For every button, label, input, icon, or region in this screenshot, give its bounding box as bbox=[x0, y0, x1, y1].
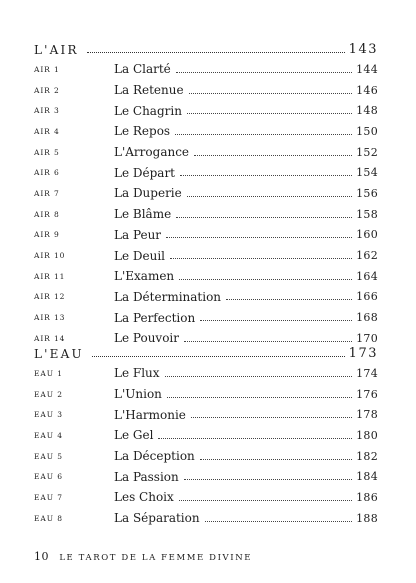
entry-page: 188 bbox=[356, 511, 378, 525]
entry-page: 166 bbox=[356, 290, 378, 304]
entry-title: Le Flux bbox=[114, 366, 160, 381]
entry-code: AIR 11 bbox=[34, 271, 66, 281]
leader-dots bbox=[191, 417, 352, 418]
entry-code: AIR 4 bbox=[34, 126, 60, 136]
toc-entry bbox=[34, 204, 378, 225]
entry-title: La Séparation bbox=[114, 511, 200, 526]
entry-code: AIR 6 bbox=[34, 168, 60, 178]
toc-entry bbox=[34, 80, 378, 101]
entry-code: AIR 3 bbox=[34, 106, 60, 116]
entry-code: AIR 9 bbox=[34, 230, 60, 240]
entry-code: AIR 1 bbox=[34, 64, 60, 74]
leader-dots bbox=[167, 397, 352, 398]
toc-entry bbox=[34, 425, 378, 446]
entry-code: AIR 8 bbox=[34, 209, 60, 219]
entry-page: 174 bbox=[356, 366, 378, 380]
entry-page: 186 bbox=[356, 490, 378, 504]
section-heading-air bbox=[34, 43, 378, 57]
leader-dots bbox=[180, 175, 352, 176]
toc-list-air bbox=[34, 59, 378, 349]
entry-title: Le Blâme bbox=[114, 207, 172, 222]
entry-title: Le Deuil bbox=[114, 248, 166, 263]
leader-dots bbox=[175, 134, 352, 135]
toc-list-eau bbox=[34, 363, 378, 529]
toc-entry bbox=[34, 100, 378, 121]
entry-code: AIR 7 bbox=[34, 188, 60, 198]
entry-page: 176 bbox=[356, 387, 378, 401]
toc-entry bbox=[34, 446, 378, 467]
entry-title: La Retenue bbox=[114, 83, 184, 98]
entry-page: 154 bbox=[356, 166, 378, 180]
entry-title: La Détermination bbox=[114, 289, 222, 304]
entry-title: Le Chagrin bbox=[114, 103, 182, 118]
entry-title: La Déception bbox=[114, 449, 195, 464]
leader-dots bbox=[184, 479, 352, 480]
entry-title: L'Union bbox=[114, 387, 162, 402]
leader-dots bbox=[176, 72, 352, 73]
entry-code: AIR 12 bbox=[34, 292, 66, 302]
entry-code: AIR 13 bbox=[34, 313, 66, 323]
entry-page: 144 bbox=[356, 62, 378, 76]
toc-entry bbox=[34, 363, 378, 384]
entry-title: Le Repos bbox=[114, 124, 171, 139]
entry-title: Le Pouvoir bbox=[114, 331, 180, 346]
entry-title: Le Gel bbox=[114, 428, 154, 443]
toc-entry bbox=[34, 183, 378, 204]
entry-page: 162 bbox=[356, 249, 378, 263]
leader-dots bbox=[194, 155, 352, 156]
leader-dots bbox=[187, 113, 352, 114]
entry-code: AIR 14 bbox=[34, 333, 66, 343]
toc-entry bbox=[34, 384, 378, 405]
toc-entry bbox=[34, 487, 378, 508]
entry-page: 150 bbox=[356, 124, 378, 138]
entry-code: EAU 1 bbox=[34, 368, 63, 378]
page-footer bbox=[34, 550, 252, 563]
toc-entry bbox=[34, 266, 378, 287]
toc-entry bbox=[34, 121, 378, 142]
leader-dots bbox=[179, 500, 352, 501]
leader-dots bbox=[200, 320, 352, 321]
entry-page: 178 bbox=[356, 408, 378, 422]
entry-code: AIR 5 bbox=[34, 147, 60, 157]
entry-page: 164 bbox=[356, 269, 378, 283]
toc-entry bbox=[34, 225, 378, 246]
toc-entry bbox=[34, 245, 378, 266]
leader-dots bbox=[165, 376, 352, 377]
entry-title: La Duperie bbox=[114, 186, 182, 201]
toc-entry bbox=[34, 59, 378, 80]
section-heading-eau bbox=[34, 347, 378, 361]
leader-dots bbox=[187, 196, 352, 197]
section-page-air: 143 bbox=[348, 42, 378, 57]
entry-title: L'Examen bbox=[114, 269, 175, 284]
entry-page: 146 bbox=[356, 83, 378, 97]
entry-page: 156 bbox=[356, 186, 378, 200]
leader-dots bbox=[170, 258, 352, 259]
entry-code: EAU 5 bbox=[34, 451, 63, 461]
toc-entry bbox=[34, 307, 378, 328]
entry-page: 148 bbox=[356, 104, 378, 118]
section-page-eau: 173 bbox=[348, 346, 378, 361]
entry-code: AIR 10 bbox=[34, 251, 66, 261]
entry-title: La Peur bbox=[114, 227, 162, 242]
entry-page: 160 bbox=[356, 228, 378, 242]
entry-page: 170 bbox=[356, 331, 378, 345]
toc-entry bbox=[34, 466, 378, 487]
leader-dots bbox=[87, 52, 345, 53]
section-air bbox=[34, 43, 378, 349]
leader-dots bbox=[176, 217, 352, 218]
toc-entry bbox=[34, 404, 378, 425]
leader-dots bbox=[226, 299, 352, 300]
section-eau bbox=[34, 347, 378, 529]
entry-title: Le Départ bbox=[114, 165, 176, 180]
entry-code: EAU 3 bbox=[34, 410, 63, 420]
entry-code: EAU 7 bbox=[34, 492, 63, 502]
entry-code: EAU 6 bbox=[34, 472, 63, 482]
entry-title: La Passion bbox=[114, 469, 179, 484]
leader-dots bbox=[158, 438, 352, 439]
entry-title: L'Arrogance bbox=[114, 145, 190, 160]
entry-title: Les Choix bbox=[114, 490, 174, 505]
section-title-air: L'AIR bbox=[34, 43, 79, 57]
entry-page: 182 bbox=[356, 449, 378, 463]
leader-dots bbox=[92, 356, 345, 357]
footer-book-title: LE TAROT DE LA FEMME DIVINE bbox=[59, 553, 253, 563]
leader-dots bbox=[189, 93, 352, 94]
entry-code: EAU 2 bbox=[34, 389, 63, 399]
footer-page-number: 10 bbox=[34, 550, 49, 563]
entry-title: La Perfection bbox=[114, 310, 196, 325]
leader-dots bbox=[179, 279, 352, 280]
entry-page: 152 bbox=[356, 145, 378, 159]
leader-dots bbox=[200, 459, 352, 460]
entry-code: EAU 8 bbox=[34, 513, 63, 523]
leader-dots bbox=[205, 521, 352, 522]
section-title-eau: L'EAU bbox=[34, 347, 84, 361]
leader-dots bbox=[184, 341, 352, 342]
entry-page: 180 bbox=[356, 428, 378, 442]
entry-title: La Clarté bbox=[114, 62, 171, 77]
leader-dots bbox=[166, 237, 352, 238]
toc-entry bbox=[34, 162, 378, 183]
toc-entry bbox=[34, 328, 378, 349]
entry-page: 184 bbox=[356, 470, 378, 484]
entry-page: 168 bbox=[356, 311, 378, 325]
toc-entry bbox=[34, 508, 378, 529]
entry-code: EAU 4 bbox=[34, 430, 63, 440]
toc-entry bbox=[34, 142, 378, 163]
entry-page: 158 bbox=[356, 207, 378, 221]
entry-title: L'Harmonie bbox=[114, 407, 186, 422]
toc-entry bbox=[34, 287, 378, 308]
entry-code: AIR 2 bbox=[34, 85, 60, 95]
